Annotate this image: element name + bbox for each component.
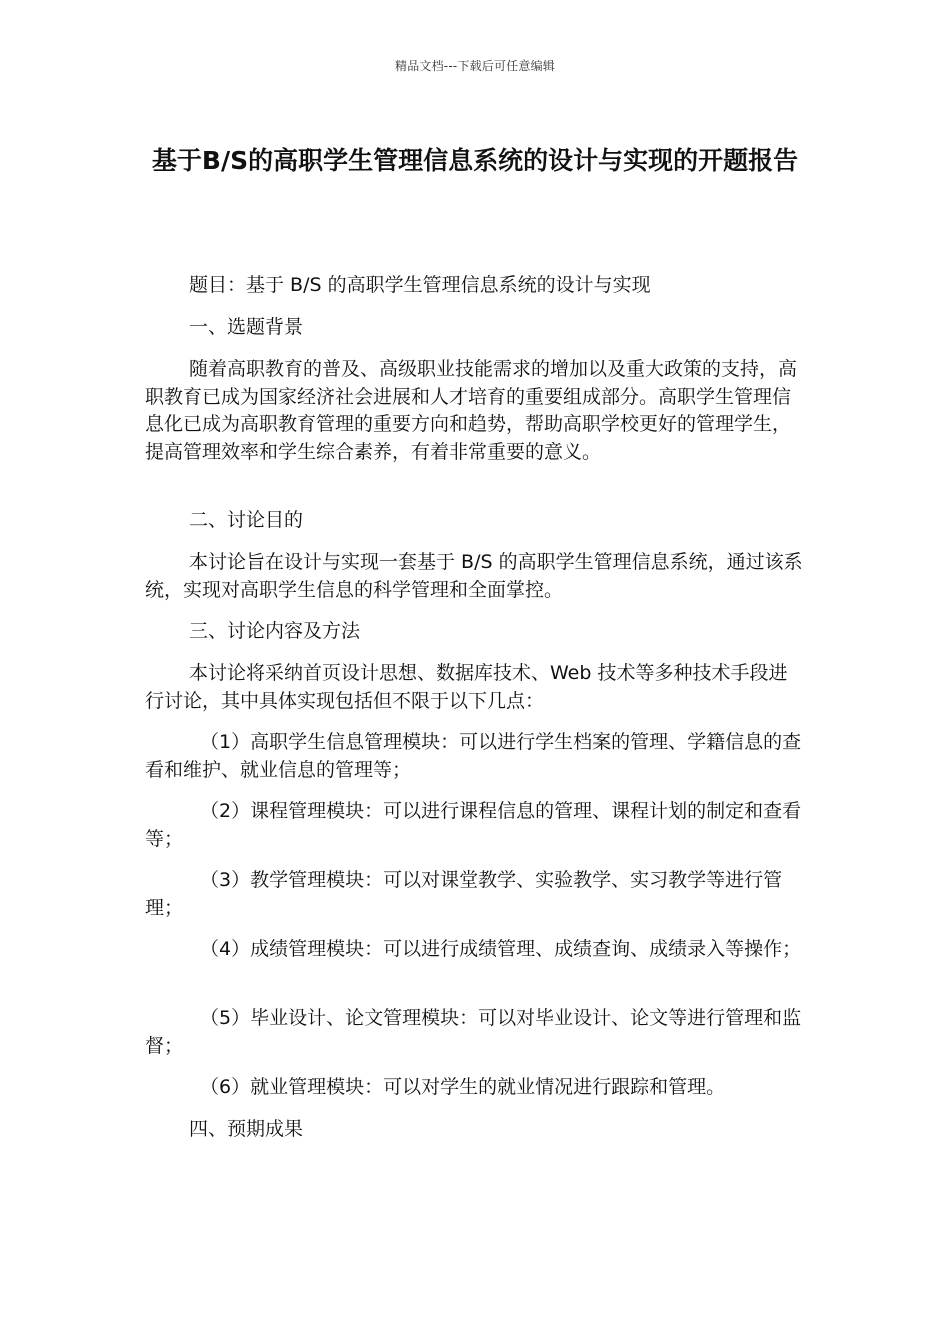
subject-line: 题目：基于 B/S 的高职学生管理信息系统的设计与实现 xyxy=(189,274,651,296)
list-item: （2）课程管理模块：可以进行课程信息的管理、课程计划的制定和查看等； xyxy=(145,800,802,850)
list-item: （6）就业管理模块：可以对学生的就业情况进行跟踪和管理。 xyxy=(200,1076,726,1098)
list-item: （3）教学管理模块：可以对课堂教学、实验教学、实习教学等进行管理； xyxy=(145,869,783,919)
paragraph-purpose: 本讨论旨在设计与实现一套基于 B/S 的高职学生管理信息系统，通过该系统，实现对高职学生信息的科学管理和全面掌控。 xyxy=(145,551,803,601)
list-item: （5）毕业设计、论文管理模块：可以对毕业设计、论文等进行管理和监督； xyxy=(145,1007,802,1057)
section-heading-content-method: 三、讨论内容及方法 xyxy=(189,620,361,642)
section-heading-purpose: 二、讨论目的 xyxy=(189,509,304,531)
paragraph-background: 随着高职教育的普及、高级职业技能需求的增加以及重大政策的支持，高职教育已成为国家经济社会进展和人才培育的重要组成部分。高职学生管理信息化已成为高职教育管理的重要方向和趋势，帮助高职学校更好的管理学生，提高管理效率和学生综合素养，有着非常重要的意义。 xyxy=(145,358,798,463)
section-heading-expected-results: 四、预期成果 xyxy=(189,1118,304,1140)
header-note: 精品文档---下载后可任意编辑 xyxy=(395,59,555,73)
list-item: （4）成绩管理模块：可以进行成绩管理、成绩查询、成绩录入等操作； xyxy=(200,938,802,960)
section-heading-background: 一、选题背景 xyxy=(189,316,304,338)
list-item: （1）高职学生信息管理模块：可以进行学生档案的管理、学籍信息的查看和维护、就业信息的管理等； xyxy=(145,731,802,781)
paragraph-content-method: 本讨论将采纳首页设计思想、数据库技术、Web 技术等多种技术手段进行讨论，其中具体实现包括但不限于以下几点： xyxy=(145,662,788,712)
document-title: 基于B/S的高职学生管理信息系统的设计与实现的开题报告 xyxy=(151,146,799,175)
